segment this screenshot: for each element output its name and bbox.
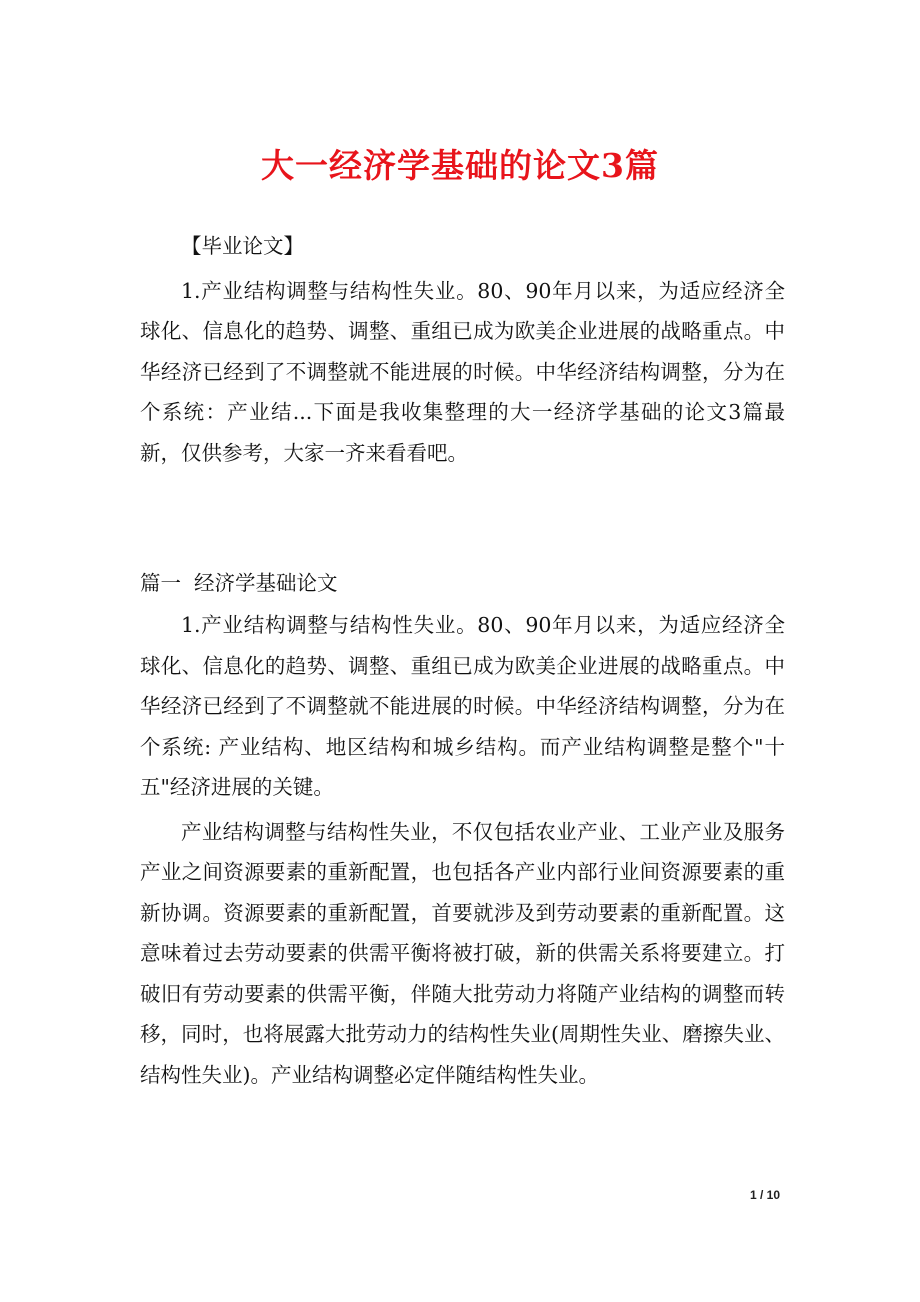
section-body <box>140 605 785 1099</box>
intro-paragraph: 1.产业结构调整与结构性失业。80、90年月以来，为适应经济全球化、信息化的趋势、调整、重组已成为欧美企业进展的战略重点。中华经济已经到了不调整就不能进展的时候。中华经济结构调整，分为在个系统：产业结...下面是我收集整理的大一经济学基础的论文3篇最新，仅供参考，大家一齐来看看吧。 <box>140 278 785 465</box>
intro-block <box>140 226 785 477</box>
body-paragraph-2: 产业结构调整与结构性失业，不仅包括农业产业、工业产业及服务产业之间资源要素的重新配置，也包括各产业内部行业间资源要素的重新协调。资源要素的重新配置，首要就涉及到劳动要素的重新配置。这意味着过去劳动要素的供需平衡将被打破，新的供需关系将要建立。打破旧有劳动要素的供需平衡，伴随大批劳动力将随产业结构的调整而转移，同时，也将展露大批劳动力的结构性失业(周期性失业、磨擦失业、结构性失业)。产业结构调整必定伴随结构性失业。 <box>140 819 785 1087</box>
document-title: 大一经济学基础的论文3篇 <box>261 146 659 185</box>
section-heading: 篇一 经济学基础论文 <box>140 571 338 595</box>
body-paragraph-1: 1.产业结构调整与结构性失业。80、90年月以来，为适应经济全球化、信息化的趋势、调整、重组已成为欧美企业进展的战略重点。中华经济已经到了不调整就不能进展的时候。中华经济结构调整，分为在个系统: 产业结构、地区结构和城乡结构。而产业结构调整是整个"十五"经济进展的关键。 <box>140 613 785 799</box>
page-number: 1 / 10 <box>749 1188 780 1202</box>
tag-label: 【毕业论文】 <box>181 234 304 258</box>
